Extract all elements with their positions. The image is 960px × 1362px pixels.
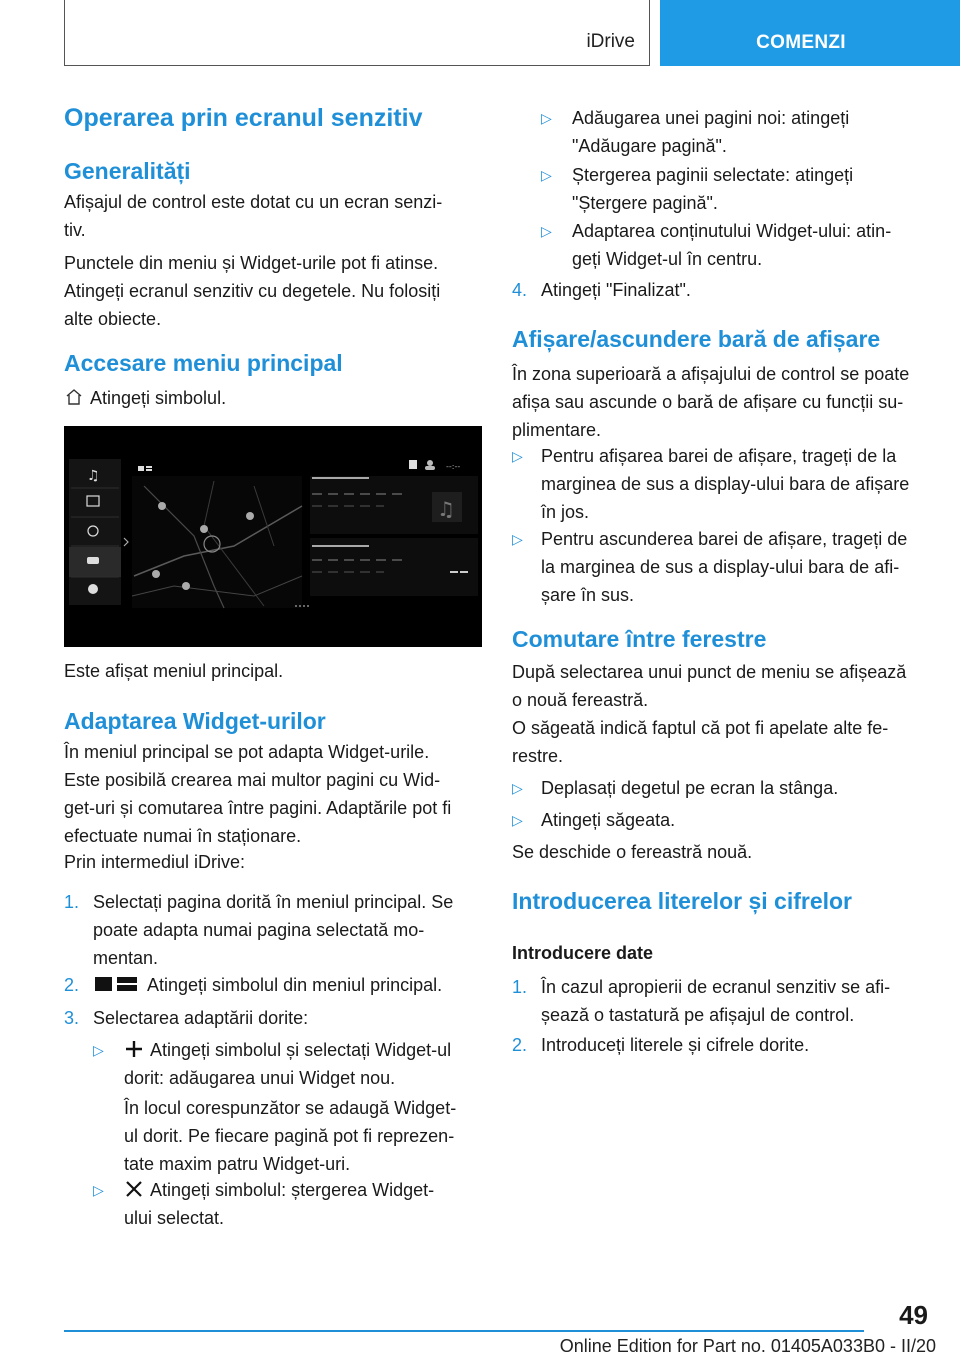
heading-switch-windows: Comutare între ferestre [512,626,767,652]
map-widget [132,476,309,608]
car-icon [87,557,99,564]
svg-text:♫: ♫ [437,497,455,521]
display-bar-paragraph: În zona superioară a afișajului de control se poate afișa sau ascunde o bară de afișare cu funcții su- plimentare. [512,364,910,440]
main-menu-screenshot [64,426,482,647]
edit-widgets-icon [93,975,139,993]
header-chapter-tab [660,0,960,66]
status-time: --:-- [446,462,461,471]
general-paragraph-1: Afișajul de control este dotat cu un ecran senzi- tiv. [64,192,443,240]
sub-item-add-note: În locul corespunzător se adaugă Widget- ul dorit. Pe fiecare pagină pot fi reprezen- tate maxim patru Widget-uri. [124,1098,457,1174]
heading-access-main-menu: Accesare meniu principal [64,350,343,376]
plus-icon [124,1039,144,1059]
step-4-text: Atingeți "Finalizat". [541,280,691,300]
home-icon [64,387,84,407]
adapt-paragraph-1: În meniul principal se pot adapta Widget-urile. Este posibilă crearea mai multor pagini cu Wid- get-uri și comutarea între pagini. Adaptările pot fi efectuate numai în staționare. [64,742,452,846]
windows-paragraph-3: Se deschide o fereastră nouă. [512,842,753,862]
page-title: Operarea prin ecranul senzitiv [64,104,423,132]
triangle-bullet-icon: ▷ [512,448,523,464]
triangle-bullet-icon: ▷ [93,1042,104,1058]
footer-edition: Online Edition for Part no. 01405A033B0 - II/20 [559,1336,936,1356]
step-2-number: 2. [64,975,80,995]
step-3-number: 3. [64,1008,80,1028]
header-section-box [64,0,650,66]
adapt-paragraph-2: Prin intermediul iDrive: [64,852,246,872]
triangle-bullet-icon: ▷ [93,1182,104,1198]
heading-general: Generalități [64,158,191,184]
heading-adapt-widgets: Adaptarea Widget-urilor [64,708,326,734]
triangle-bullet-icon: ▷ [512,531,523,547]
heading-input-letters: Introducerea literelor și cifrelor [512,888,853,914]
input-step-2-text: Introduceți literele și cifrele dorite. [541,1035,810,1055]
main-menu-caption: Este afișat meniul principal. [64,661,284,681]
triangle-bullet-icon: ▷ [541,110,552,126]
triangle-bullet-icon: ▷ [512,780,523,796]
footer-rule [64,1330,864,1332]
access-instruction: Atingeți simbolul. [64,384,226,412]
windows-paragraph-1: După selectarea unui punct de meniu se afișează o nouă fereastră. [512,662,907,710]
windows-paragraph-2: O săgeată indică faptul că pot fi apelate alte fe- restre. [512,718,889,766]
step-4-number: 4. [512,280,528,300]
heading-input-data: Introducere date [512,943,654,963]
step-3-text: Selectarea adaptării dorite: [93,1008,309,1028]
step-1-text: Selectați pagina dorită în meniul principal. Se poate adapta numai pagina selectată mo- mentan. [93,892,454,968]
general-paragraph-2: Punctele din meniu și Widget-urile pot fi atinse. Atingeți ecranul senzitiv cu degetele. Nu folosiți alte obiecte. [64,253,441,329]
input-step-1-number: 1. [512,977,528,997]
step-2-text: Atingeți simbolul din meniul principal. [93,971,442,999]
step-1-number: 1. [64,892,80,912]
media-widget [310,476,478,534]
triangle-bullet-icon: ▷ [512,812,523,828]
info-widget [310,538,478,596]
header-chapter-label: COMENZI [756,32,846,53]
triangle-bullet-icon: ▷ [541,223,552,239]
svg-text:♫: ♫ [87,468,100,484]
music-note-icon [87,468,100,484]
page-number: 49 [899,1300,928,1330]
header-section-label: iDrive [586,31,635,52]
heading-display-bar: Afișare/ascundere bară de afișare [512,326,881,352]
input-step-2-number: 2. [512,1035,528,1055]
idrive-screen-illustration [64,426,482,647]
apps-icon [88,584,98,594]
close-icon [124,1179,144,1199]
triangle-bullet-icon: ▷ [541,167,552,183]
input-step-1-text: În cazul apropierii de ecranul senzitiv se afi- șează o tastatură pe afișajul de control. [541,977,891,1025]
